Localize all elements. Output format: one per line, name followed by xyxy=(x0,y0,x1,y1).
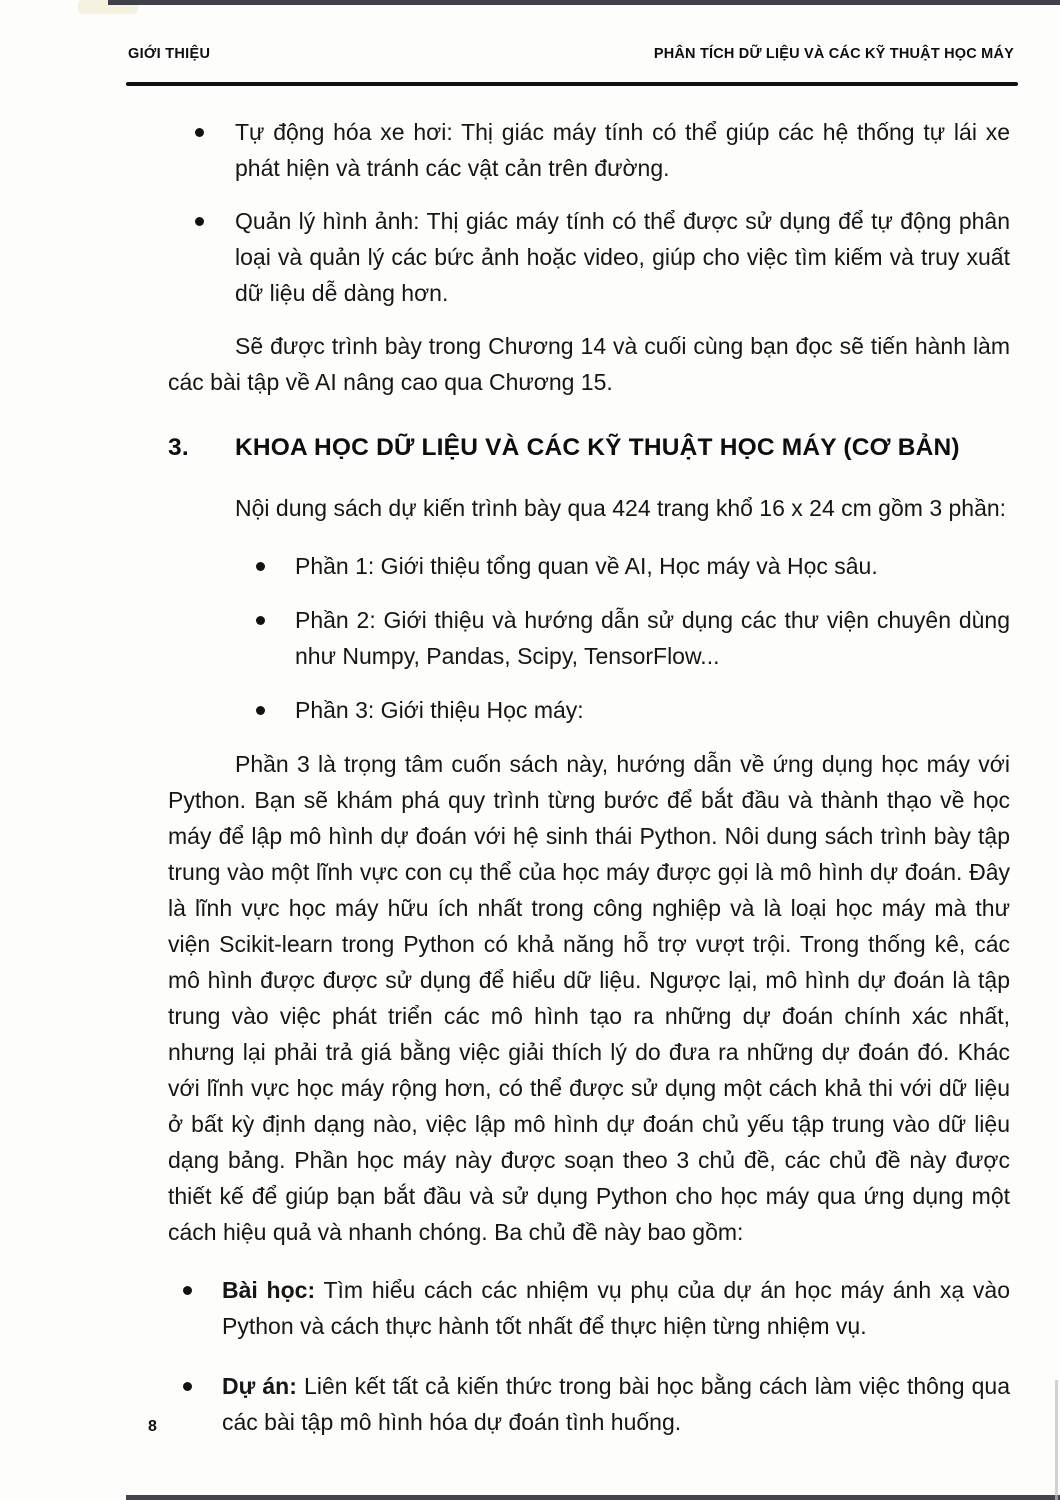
section-title: KHOA HỌC DỮ LIỆU VÀ CÁC KỸ THUẬT HỌC MÁY (CƠ BẢN) xyxy=(235,434,960,461)
list-item xyxy=(168,548,1010,584)
running-header xyxy=(128,46,1014,62)
section-number: 3. xyxy=(168,434,189,461)
header-rule xyxy=(126,82,1018,86)
list-item-lead: Dự án: xyxy=(222,1373,297,1399)
bullet-icon xyxy=(256,562,265,571)
list-item-text: Tìm hiểu cách các nhiệm vụ phụ của dự án học máy ánh xạ vào Python và cách thực hành tốt nhất để thực hiện từng nhiệm vụ. xyxy=(222,1277,1011,1339)
page-number: 8 xyxy=(148,1418,157,1435)
scan-artifact-top xyxy=(108,0,1060,5)
paragraph-part3: Phần 3 là trọng tâm cuốn sách này, hướng dẫn về ứng dụng học máy với Python. Bạn sẽ khám phá quy trình từng bước để bắt đầu và thành thạo về học máy để lập mô hình dự đoán với hệ sinh thái Python. Nôi dung sách trình bày tập trung vào một lĩnh vực con cụ thể của học máy được gọi là mô hình dự đoán. Đây là lĩnh vực học máy hữu ích nhất trong công nghiệp và là loại học máy mà thư viện Scikit-learn trong Python có khả năng hỗ trợ vượt trội. Trong thống kê, các mô hình được được sử dụng để hiểu dữ liệu. Ngược lại, mô hình dự đoán là tập trung vào việc phát triển các mô hình tạo ra những dự đoán chính xác nhất, nhưng lại phải trả giá bằng việc giải thích lý do đưa ra những dự đoán đó. Khác với lĩnh vực học máy rộng hơn, có thể được sử dụng một cách khả thi với dữ liệu ở bất kỳ định dạng nào, việc lập mô hình dự đoán chủ yếu tập trung vào dữ liệu dạng bảng. Phần học máy này được soạn theo 3 chủ đề, các chủ đề này được thiết kế để giúp bạn bắt đầu và sử dụng Python cho học máy qua ứng dụng một cách hiệu quả và nhanh chóng. Ba chủ đề này bao gồm: xyxy=(168,751,1010,1245)
section-heading xyxy=(168,432,1010,464)
scan-artifact-right-edge xyxy=(1055,1380,1058,1500)
page-content xyxy=(168,96,1010,1464)
parts-bullet-list xyxy=(168,548,1010,728)
intro-bullet-list xyxy=(168,114,1010,311)
list-item-lead: Bài học: xyxy=(222,1277,316,1303)
bullet-icon xyxy=(256,616,265,625)
list-item-text: Quản lý hình ảnh: Thị giác máy tính có thể được sử dụng để tự động phân loại và quản lý các bức ảnh hoặc video, giúp cho việc tìm kiếm và truy xuất dữ liệu dễ dàng hơn. xyxy=(235,208,1010,306)
list-item xyxy=(168,114,1010,186)
list-item xyxy=(168,1272,1010,1344)
list-item-text: Tự động hóa xe hơi: Thị giác máy tính có thể giúp các hệ thống tự lái xe phát hiện và tránh các vật cản trên đường. xyxy=(235,119,1010,181)
scan-artifact-bottom xyxy=(126,1495,1060,1500)
list-item-text: Liên kết tất cả kiến thức trong bài học bằng cách làm việc thông qua các bài tập mô hình hóa dự đoán tình huống. xyxy=(222,1373,1011,1435)
list-item-text: Phần 3: Giới thiệu Học máy: xyxy=(295,697,584,723)
bullet-icon xyxy=(256,706,265,715)
header-book-title: PHÂN TÍCH DỮ LIỆU VÀ CÁC KỸ THUẬT HỌC MÁY xyxy=(653,46,1014,62)
bullet-icon xyxy=(183,1286,192,1295)
paragraph-overview: Nội dung sách dự kiến trình bày qua 424 trang khổ 16 x 24 cm gồm 3 phần: xyxy=(235,495,1007,521)
list-item xyxy=(168,1368,1010,1440)
list-item-text: Phần 2: Giới thiệu và hướng dẫn sử dụng các thư viện chuyên dùng như Numpy, Pandas, Scipy, TensorFlow... xyxy=(295,607,1010,669)
bullet-icon xyxy=(183,1382,192,1391)
header-section-label: GIỚI THIỆU xyxy=(128,46,211,62)
list-item xyxy=(168,692,1010,728)
paragraph-chapters: Sẽ được trình bày trong Chương 14 và cuối cùng bạn đọc sẽ tiến hành làm các bài tập về AI nâng cao qua Chương 15. xyxy=(168,333,1010,395)
bullet-icon xyxy=(195,128,204,137)
list-item xyxy=(168,602,1010,674)
list-item xyxy=(168,203,1010,311)
topics-bullet-list xyxy=(168,1272,1010,1440)
list-item-text: Phần 1: Giới thiệu tổng quan về AI, Học máy và Học sâu. xyxy=(295,553,878,579)
bullet-icon xyxy=(195,217,204,226)
